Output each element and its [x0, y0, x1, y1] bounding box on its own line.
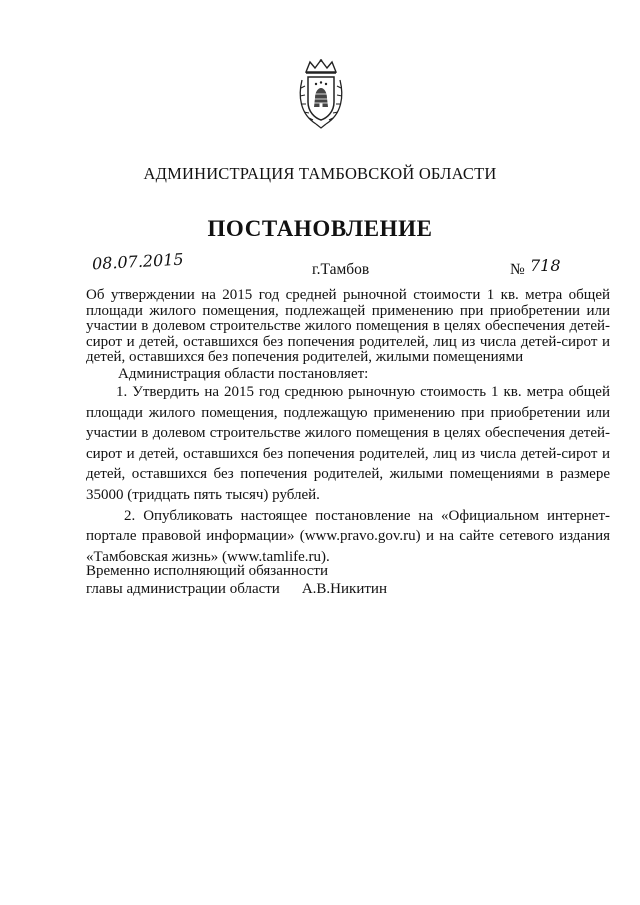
document-number-label: № — [510, 261, 525, 278]
document-date: 08.07.2015 — [91, 249, 185, 274]
document-city: г.Тамбов — [312, 261, 370, 278]
document-number: 718 — [530, 256, 561, 275]
signer-position-line2 — [86, 580, 387, 598]
body-paragraph-2: 2. Опубликовать настоящее постановление на «Официальном интернет-портале правовой информации» (www.pravo.gov.ru) и на сайте сетевого издания «Тамбовская жизнь» (www.tamlife.ru). — [86, 507, 610, 565]
preamble-text: Администрация области постановляет: — [118, 366, 369, 382]
body-paragraph-1: 1. Утвердить на 2015 год среднюю рыночную стоимость 1 кв. метра общей площади жилого помещения, подлежащую применению при приобретении или участии в долевом строительстве жилого помещения в целях обеспечения детей-сирот и детей, оставшихся без попечения родителей, лиц из числа детей-сирот и детей, оставшихся без попечения родителей, жилыми помещениями в размере 35000 (тридцать пять тысяч) рублей. — [86, 384, 610, 503]
signer-position-text: главы администрации области — [86, 581, 280, 597]
organization-name: АДМИНИСТРАЦИЯ ТАМБОВСКОЙ ОБЛАСТИ — [143, 164, 497, 183]
coat-of-arms-emblem — [296, 58, 346, 130]
signature-block — [86, 562, 387, 598]
signer-name: А.В.Никитин — [301, 581, 387, 597]
document-body — [86, 382, 610, 567]
document-title: Об утверждении на 2015 год средней рыночной стоимости 1 кв. метра общей площади жилого помещения, подлежащей применению при приобретении или участии в долевом строительстве жилого помещения в целях обеспечения детей-сирот и детей, оставшихся без попечения родителей, лиц из числа детей-сирот и детей, оставшихся без попечения родителей, жилыми помещениями — [86, 287, 610, 366]
signer-position-line1: Временно исполняющий обязанности — [86, 563, 329, 579]
document-type-heading: ПОСТАНОВЛЕНИЕ — [207, 216, 433, 241]
